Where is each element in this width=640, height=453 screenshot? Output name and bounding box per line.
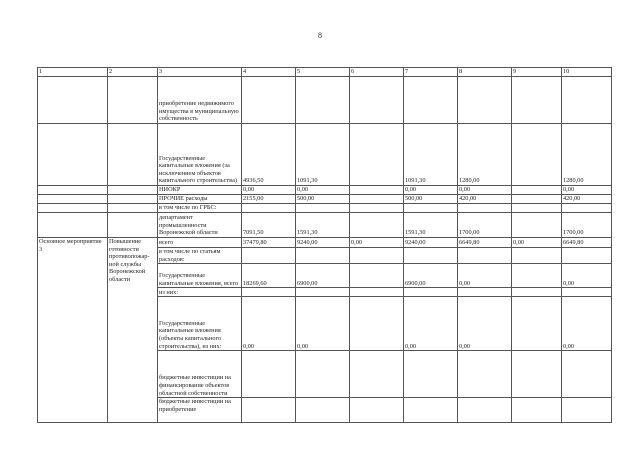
header-cell: 6 bbox=[350, 68, 404, 77]
table-cell bbox=[242, 204, 296, 213]
table-cell bbox=[404, 398, 458, 423]
table-cell: 1091,30 bbox=[404, 124, 458, 186]
table-cell bbox=[512, 186, 562, 195]
table-cell bbox=[296, 351, 350, 398]
table-cell bbox=[108, 204, 158, 213]
table-cell bbox=[562, 351, 612, 398]
table-cell: 2155,00 bbox=[242, 195, 296, 204]
table-cell bbox=[296, 204, 350, 213]
table-cell bbox=[512, 213, 562, 238]
table-cell bbox=[108, 124, 158, 186]
table-cell bbox=[350, 204, 404, 213]
table-cell bbox=[562, 204, 612, 213]
table-cell bbox=[350, 195, 404, 204]
table-cell bbox=[242, 248, 296, 264]
table-cell: 0,00 bbox=[562, 264, 612, 288]
activity-title-cell: Повышение готовности противопожар-ной службы Воронежской области bbox=[108, 238, 158, 423]
table-cell: 9240,00 bbox=[404, 238, 458, 248]
table-cell: 0,00 bbox=[296, 186, 350, 195]
header-row bbox=[38, 68, 612, 77]
table-cell bbox=[350, 77, 404, 124]
table-cell: 1280,00 bbox=[458, 124, 512, 186]
header-cell: 3 bbox=[158, 68, 242, 77]
table-cell: 420,00 bbox=[562, 195, 612, 204]
table-cell: 0,00 bbox=[562, 297, 612, 351]
table-cell bbox=[296, 77, 350, 124]
table-cell bbox=[512, 204, 562, 213]
table-cell bbox=[562, 77, 612, 124]
table-cell: 0,00 bbox=[242, 297, 296, 351]
table-row bbox=[38, 204, 612, 213]
header-cell: 7 bbox=[404, 68, 458, 77]
table-cell bbox=[38, 124, 108, 186]
table-cell bbox=[242, 288, 296, 297]
table-cell bbox=[38, 77, 108, 124]
table-row bbox=[38, 238, 612, 248]
table-row bbox=[38, 186, 612, 195]
table-cell: 6900,00 bbox=[296, 264, 350, 288]
table-cell: 6649,80 bbox=[458, 238, 512, 248]
table-cell: ПРОЧИЕ расходы bbox=[158, 195, 242, 204]
table-cell: 6900,00 bbox=[404, 264, 458, 288]
table-cell bbox=[458, 77, 512, 124]
table-cell: 4936,50 bbox=[242, 124, 296, 186]
table-cell bbox=[296, 398, 350, 423]
table-cell bbox=[350, 186, 404, 195]
table-cell: из них: bbox=[158, 288, 242, 297]
table-cell: 0,00 bbox=[296, 297, 350, 351]
table-cell: 37479,80 bbox=[242, 238, 296, 248]
table-cell bbox=[404, 248, 458, 264]
table-cell bbox=[242, 351, 296, 398]
table-cell: 1591,30 bbox=[296, 213, 350, 238]
table-cell bbox=[350, 264, 404, 288]
table-row bbox=[38, 124, 612, 186]
table-cell: бюджетные инвестиции на приобретение bbox=[158, 398, 242, 423]
table-row bbox=[38, 213, 612, 238]
table-cell bbox=[350, 351, 404, 398]
table-cell: Государственные капитальные вложения (за исключением объектов капитального строительства) bbox=[158, 124, 242, 186]
table-cell bbox=[350, 288, 404, 297]
table-cell: 0,00 bbox=[458, 186, 512, 195]
table-cell bbox=[512, 398, 562, 423]
page-number: 8 bbox=[318, 31, 322, 40]
table-cell: 1280,00 bbox=[562, 124, 612, 186]
table-cell bbox=[458, 398, 512, 423]
table-cell bbox=[404, 288, 458, 297]
table-cell bbox=[512, 248, 562, 264]
table-cell bbox=[404, 351, 458, 398]
table-cell: 420,00 bbox=[458, 195, 512, 204]
table-cell: 18269,60 bbox=[242, 264, 296, 288]
table-cell bbox=[242, 398, 296, 423]
table-cell: 0,00 bbox=[404, 297, 458, 351]
table-cell: бюджетные инвестиции на финансирование объектов областной собственности bbox=[158, 351, 242, 398]
table-cell: НИОКР bbox=[158, 186, 242, 195]
table-cell bbox=[350, 213, 404, 238]
table-cell: Государственные капитальные вложения (объекты капитального строительства), из них: bbox=[158, 297, 242, 351]
table-cell bbox=[512, 195, 562, 204]
table-cell: 0,00 bbox=[512, 238, 562, 248]
table-cell bbox=[512, 351, 562, 398]
table-cell bbox=[562, 248, 612, 264]
table-cell bbox=[350, 248, 404, 264]
table-cell bbox=[512, 264, 562, 288]
header-cell: 4 bbox=[242, 68, 296, 77]
header-cell: 5 bbox=[296, 68, 350, 77]
table-cell bbox=[512, 297, 562, 351]
table-cell bbox=[296, 288, 350, 297]
table-cell bbox=[512, 77, 562, 124]
table-cell bbox=[38, 213, 108, 238]
table-cell bbox=[350, 297, 404, 351]
table-cell: 1591,30 bbox=[404, 213, 458, 238]
table-cell bbox=[108, 77, 158, 124]
activity-cell: Основное мероприятие 3 bbox=[38, 238, 108, 423]
table-cell bbox=[350, 124, 404, 186]
table-cell: департамент промышленности Воронежской области bbox=[158, 213, 242, 238]
table-cell: приобретение недвижимого имущества в муниципальную собственность bbox=[158, 77, 242, 124]
table-cell bbox=[38, 195, 108, 204]
header-cell: 9 bbox=[512, 68, 562, 77]
table-cell: 1700,00 bbox=[562, 213, 612, 238]
table-cell bbox=[38, 204, 108, 213]
table-cell bbox=[404, 204, 458, 213]
header-cell: 2 bbox=[108, 68, 158, 77]
table-cell bbox=[458, 288, 512, 297]
table-cell: 0,00 bbox=[404, 186, 458, 195]
table-cell: 7091,50 bbox=[242, 213, 296, 238]
table-row bbox=[38, 77, 612, 124]
table-cell: Государственные капитальные вложения, всего bbox=[158, 264, 242, 288]
table-cell bbox=[458, 248, 512, 264]
table-cell bbox=[512, 124, 562, 186]
table-cell bbox=[562, 398, 612, 423]
table-cell bbox=[562, 288, 612, 297]
table-cell bbox=[458, 351, 512, 398]
table-cell: всего bbox=[158, 238, 242, 248]
table-cell: 6649,80 bbox=[562, 238, 612, 248]
table-cell bbox=[350, 398, 404, 423]
table-cell: в том числе по статьям расходов: bbox=[158, 248, 242, 264]
table-cell bbox=[512, 288, 562, 297]
table-cell: 0,00 bbox=[242, 186, 296, 195]
table-cell bbox=[38, 186, 108, 195]
table-cell: 9240,00 bbox=[296, 238, 350, 248]
table-cell bbox=[404, 77, 458, 124]
table-cell: 500,00 bbox=[296, 195, 350, 204]
table-cell: 500,00 bbox=[404, 195, 458, 204]
table-cell bbox=[242, 77, 296, 124]
table-cell: в том числе по ГРБС: bbox=[158, 204, 242, 213]
table-cell: 0,00 bbox=[458, 264, 512, 288]
table-cell bbox=[108, 213, 158, 238]
table-cell: 1700,00 bbox=[458, 213, 512, 238]
table-cell bbox=[296, 248, 350, 264]
table-cell: 0,00 bbox=[562, 186, 612, 195]
table-row bbox=[38, 195, 612, 204]
table-cell: 0,00 bbox=[350, 238, 404, 248]
table-cell bbox=[458, 204, 512, 213]
header-cell: 1 bbox=[38, 68, 108, 77]
table-cell: 1091,30 bbox=[296, 124, 350, 186]
budget-table bbox=[37, 67, 612, 423]
header-cell: 8 bbox=[458, 68, 512, 77]
table-cell: 0,00 bbox=[458, 297, 512, 351]
table-cell bbox=[108, 186, 158, 195]
header-cell: 10 bbox=[562, 68, 612, 77]
table-cell bbox=[108, 195, 158, 204]
